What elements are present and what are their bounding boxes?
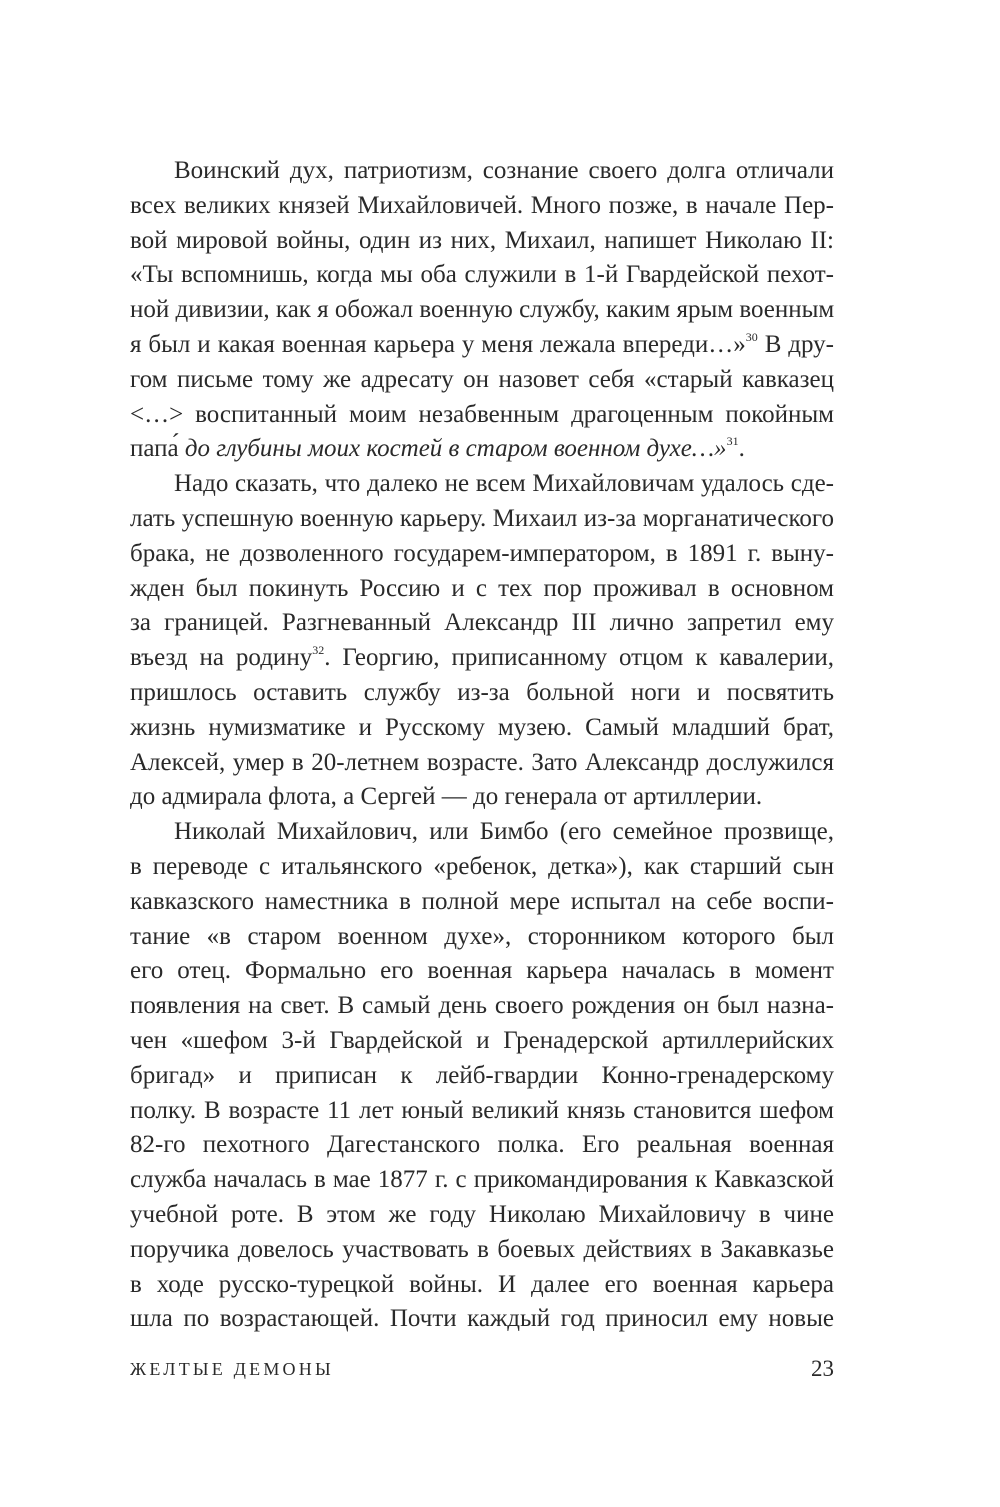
text-run: 82-го пехотного Дагестанского полка. Его реальная военная [130, 1131, 834, 1159]
text-run: чен «шефом 3-й Гвардейской и Гренадерской артиллерийских [130, 1026, 834, 1054]
text-line [130, 815, 834, 850]
text-run: Николай Михайлович, или Бимбо (его семейное прозвище, [174, 818, 834, 846]
text-run: до адмирала флота, а Сергей — до генерала от артиллерии. [130, 783, 763, 811]
text-run: Надо сказать, что далеко не всем Михайловичам удалось сде- [174, 470, 834, 498]
text-run: служба началась в мае 1877 г. с прикомандирования к Кавказской [130, 1166, 834, 1194]
text-line [130, 711, 834, 746]
text-run: В дру- [757, 330, 835, 358]
paragraph [130, 154, 834, 467]
text-run: папа́ [130, 435, 185, 463]
text-run: в переводе с итальянского «ребенок, детка»), как старший сын [130, 852, 834, 880]
text-line [130, 1163, 834, 1198]
text-run: . [738, 435, 745, 463]
text-line [130, 572, 834, 607]
text-run: я был и какая военная карьера у меня лежала впереди…» [130, 330, 746, 358]
text-run: в ходе русско-турецкой войны. И далее его военная карьера [130, 1270, 834, 1298]
text-run: жден был покинуть Россию и с тех пор проживал в основном [130, 574, 834, 602]
text-line [130, 1198, 834, 1233]
text-line [130, 1233, 834, 1268]
text-run: шла по возрастающей. Почти каждый год приносил ему новые [130, 1305, 834, 1333]
italic-quote: до глубины моих костей в старом военном духе…» [184, 435, 727, 463]
text-run: въезд на родину [130, 644, 313, 672]
text-line [130, 189, 834, 224]
text-line [130, 885, 834, 920]
text-run: . Георгию, приписанному отцом к кавалерии, [324, 644, 834, 672]
text-line [130, 641, 834, 676]
body-text [130, 154, 834, 1337]
text-line [130, 224, 834, 259]
text-line [130, 606, 834, 641]
text-run: тание «в старом военном духе», сторонником которого был [130, 922, 834, 950]
text-line [130, 1268, 834, 1303]
text-run: лать успешную военную карьеру. Михаил из-за морганатического [130, 504, 834, 532]
text-run: всех великих князей Михайловичей. Много позже, в начале Пер- [130, 191, 834, 219]
text-run: бригад» и приписан к лейб-гвардии Конно-гренадерскому [130, 1061, 834, 1089]
text-run: учебной роте. В этом же году Николаю Михайловичу в чине [130, 1200, 834, 1228]
footnote-marker: 32 [312, 643, 325, 658]
text-line [130, 537, 834, 572]
text-line [130, 780, 834, 815]
text-line [130, 1024, 834, 1059]
text-line [130, 363, 834, 398]
text-run: его отец. Формально его военная карьера началась в момент [130, 957, 834, 985]
text-run: полку. В возрасте 11 лет юный великий князь становится шефом [130, 1096, 834, 1124]
paragraph [130, 815, 834, 1337]
text-run: кавказского наместника в полной мере испытал на себе воспи- [130, 887, 834, 915]
text-line [130, 676, 834, 711]
footnote-marker: 31 [726, 434, 739, 449]
text-line [130, 398, 834, 433]
text-line [130, 154, 834, 189]
text-line [130, 432, 834, 467]
text-line [130, 258, 834, 293]
text-line [130, 746, 834, 781]
text-run: гом письме тому же адресату он назовет себя «старый кавказец [130, 365, 834, 393]
running-title: ЖЕЛТЫЕ ДЕМОНЫ [130, 1359, 334, 1379]
text-line [130, 502, 834, 537]
text-run: жизнь нумизматике и Русскому музею. Самый младший брат, [130, 713, 834, 741]
text-run: поручика довелось участвовать в боевых действиях в Закавказье [130, 1235, 834, 1263]
text-line [130, 1302, 834, 1337]
text-line [130, 989, 834, 1024]
page-number: 23 [811, 1356, 834, 1381]
paragraph [130, 467, 834, 815]
text-line [130, 328, 834, 363]
text-run: ной дивизии, как я обожал военную службу, каким ярым военным [130, 296, 835, 324]
footnote-marker: 30 [745, 329, 758, 344]
text-line [130, 850, 834, 885]
text-line [130, 1094, 834, 1129]
text-run: вой мировой войны, один из них, Михаил, напишет Николаю II: [130, 226, 834, 254]
text-line [130, 920, 834, 955]
text-run: появления на свет. В самый день своего рождения он был назна- [130, 992, 834, 1020]
text-run: «Ты вспомнишь, когда мы оба служили в 1-й Гвардейской пехот- [130, 261, 834, 289]
text-line [130, 293, 834, 328]
text-line [130, 954, 834, 989]
text-run: <…> воспитанный моим незабвенным драгоценным покойным [130, 400, 834, 428]
text-run: брака, не дозволенного государем-императором, в 1891 г. выну- [130, 539, 834, 567]
text-run: пришлось оставить службу из-за больной ноги и посвятить [130, 678, 834, 706]
text-run: Воинский дух, патриотизм, сознание своего долга отличали [174, 157, 834, 184]
text-line [130, 467, 834, 502]
text-run: за границей. Разгневанный Александр III лично запретил ему [130, 609, 834, 637]
text-run: Алексей, умер в 20-летнем возрасте. Зато Александр дослужился [130, 748, 834, 776]
page-footer [130, 1354, 834, 1384]
text-line [130, 1059, 834, 1094]
text-line [130, 1128, 834, 1163]
